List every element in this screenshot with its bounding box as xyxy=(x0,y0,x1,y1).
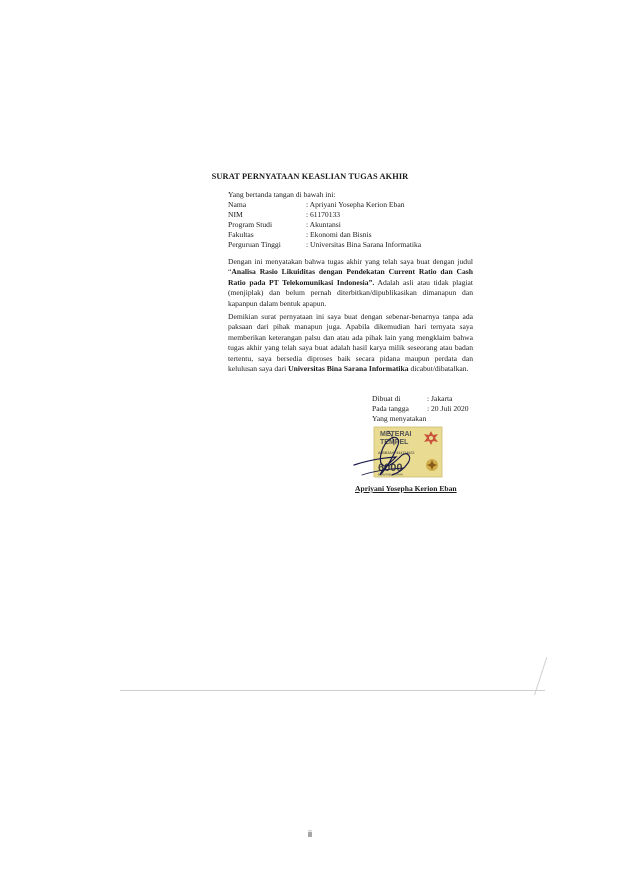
stamp-signature-graphic xyxy=(352,425,444,480)
svg-text:6000: 6000 xyxy=(378,462,403,474)
field-label-name: Nama xyxy=(228,200,247,209)
svg-text:TEMPEL: TEMPEL xyxy=(380,439,409,446)
field-label-faculty: Fakultas xyxy=(228,230,254,239)
declaration-lead: Demikian surat pernyataan ini saya buat dengan sebenar-benarnya tanpa ada paksaan dari pihak manapun juga. Apabila dikemudian hari ternyata saya memberikan keterangan palsu dan atau ada pihak lain yang mengklaim bahwa tugas akhir yang telah saya buat adalah hasil karya milik seseorang atau badan tertentu, saya bersedia diproses baik secara pidana maupun perdata dan kelulusan saya dari xyxy=(228,312,473,374)
field-value-university: : Universitas Bina Sarana Informatika xyxy=(306,240,422,249)
field-label-program: Program Studi xyxy=(228,220,273,229)
field-value-faculty: : Ekonomi dan Bisnis xyxy=(306,230,372,239)
revenue-stamp xyxy=(352,425,444,480)
statement-paragraph xyxy=(228,257,473,309)
declaration-paragraph xyxy=(228,312,473,374)
university-name: Universitas Bina Sarana Informatika xyxy=(288,364,409,374)
intro-text: Yang bertanda tangan di bawah ini: xyxy=(228,190,336,199)
svg-text:A6BB3AHF444714623: A6BB3AHF444714623 xyxy=(378,451,415,455)
page-number: ii xyxy=(308,829,312,839)
date-label: Pada tangga xyxy=(372,404,409,413)
field-label-nim: NIM xyxy=(228,210,243,219)
signer-name: Apriyani Yosepha Kerion Eban xyxy=(355,484,457,493)
thesis-title: Analisa Rasio Likuiditas dengan Pendekatan Current Ratio dan Cash Ratio pada PT Telekomunikasi Indonesia”. xyxy=(228,267,473,287)
field-value-program: : Akuntansi xyxy=(306,220,341,229)
field-value-nim: : 61170133 xyxy=(306,210,341,219)
declaration-tail: dicabut/dibatalkan. xyxy=(408,364,469,374)
page-edge-shadow xyxy=(120,690,545,691)
signer-statement: Yang menyatakan xyxy=(372,414,427,423)
statement-lead: Dengan ini menyatakan bahwa tugas akhir yang telah saya buat dengan judul “ xyxy=(228,257,473,277)
document-title: SURAT PERNYATAAN KEASLIAN TUGAS AKHIR xyxy=(211,172,409,181)
place-label: Dibuat di xyxy=(372,394,401,403)
place-value: : Jakarta xyxy=(427,394,453,403)
svg-text:ENAM RIBU RUPIAH: ENAM RIBU RUPIAH xyxy=(378,473,403,477)
field-value-name: : Apriyani Yosepha Kerion Eban xyxy=(306,200,405,209)
field-label-university: Perguruan Tinggi xyxy=(228,240,281,249)
svg-text:METERAI: METERAI xyxy=(380,431,412,438)
statement-tail: Adalah asli atau tidak plagiat (menjiplak) dan belum pernah diterbitkan/dipublikasikan dimanapun dan kapanpun dalam bentuk apapun. xyxy=(228,277,473,308)
date-value: : 20 Juli 2020 xyxy=(427,404,469,413)
